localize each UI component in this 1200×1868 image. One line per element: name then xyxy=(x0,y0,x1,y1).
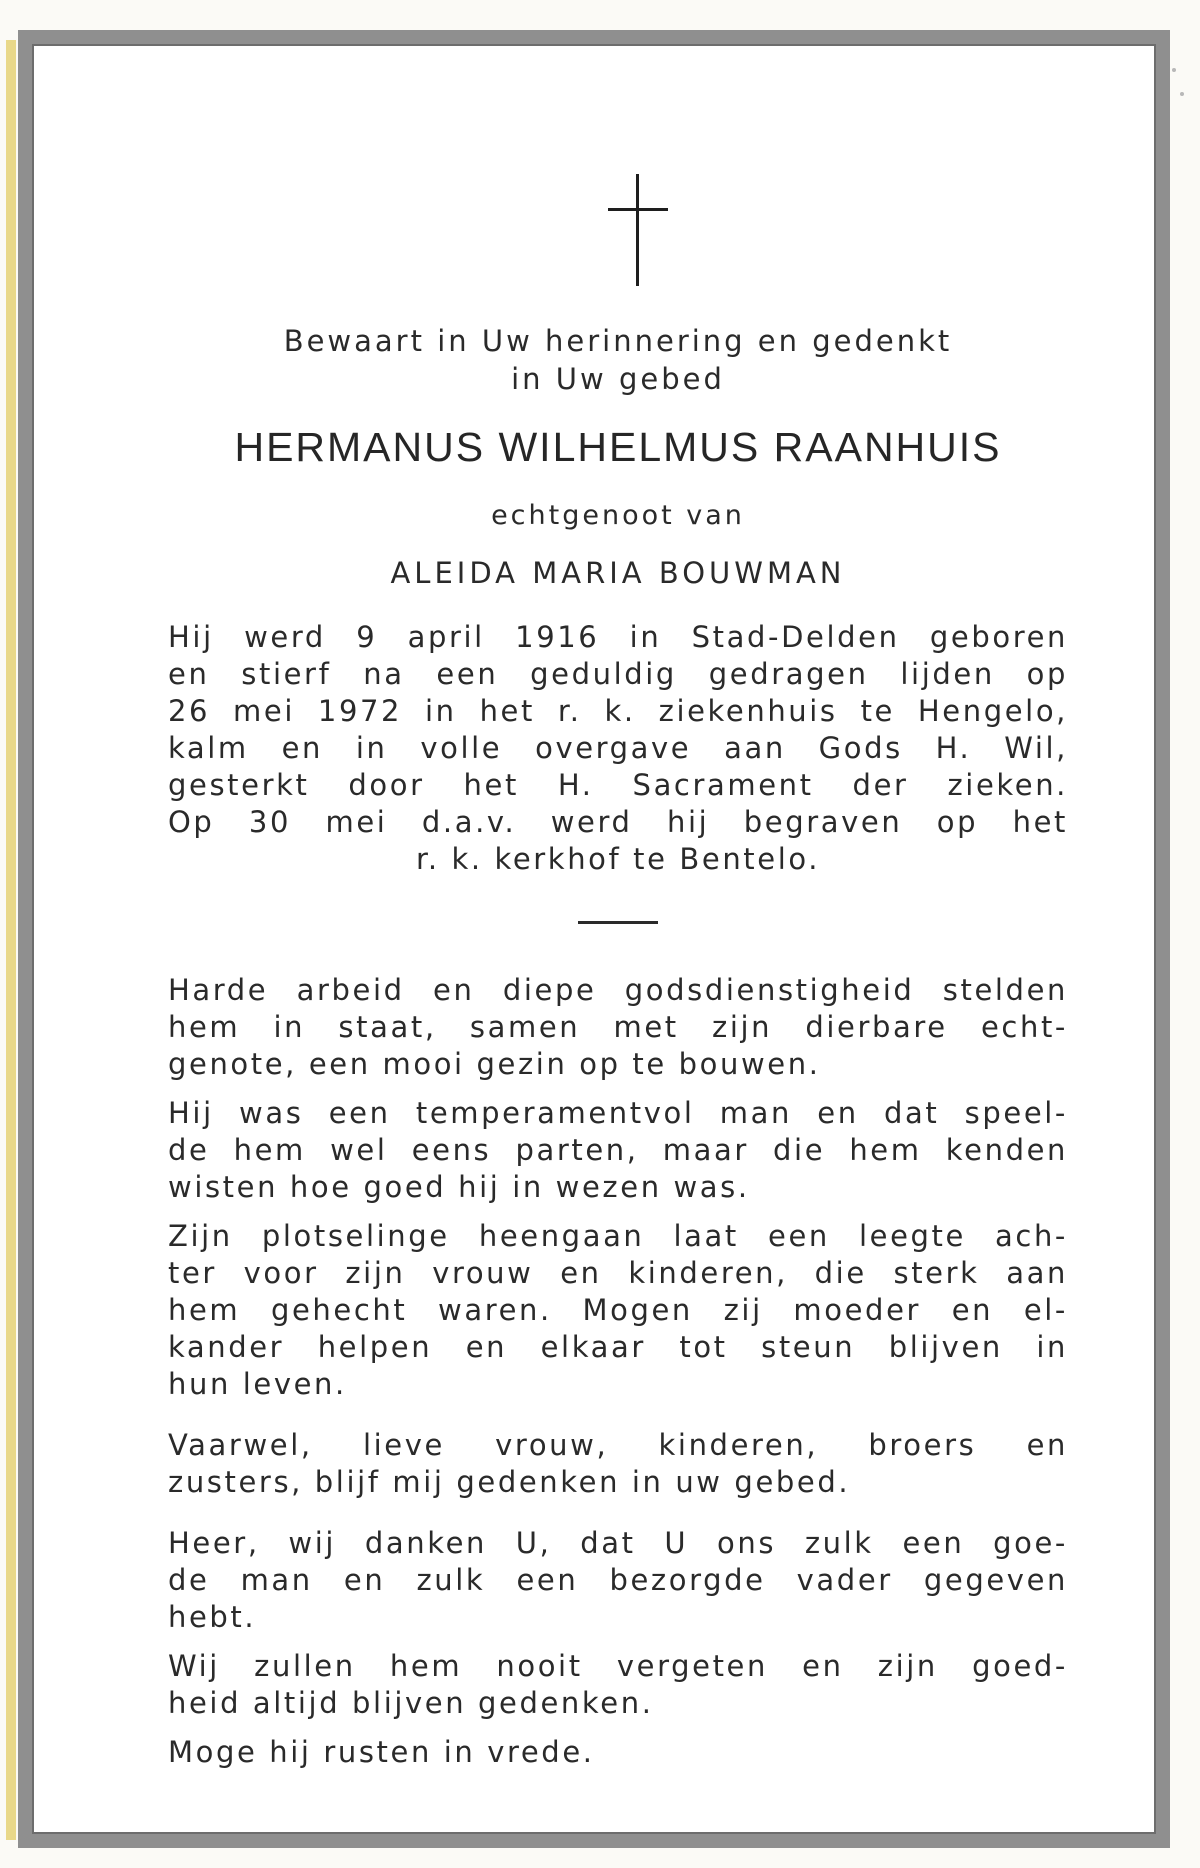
biography-line: gesterkt door het H. Sacrament der zieken. xyxy=(168,768,1068,802)
paragraph-line: heid altijd blijven gedenken. xyxy=(168,1686,654,1720)
paragraph-line: de man en zulk een bezorgde vader gegeven xyxy=(168,1563,1068,1597)
paragraph-line: genote, een mooi gezin op te bouwen. xyxy=(168,1047,821,1081)
dust-speck xyxy=(1180,92,1184,96)
biography-line: Hij werd 9 april 1916 in Stad-Delden geboren xyxy=(168,620,1068,654)
card-content xyxy=(168,44,1068,1834)
memorial-card xyxy=(18,30,1170,1848)
intro-text xyxy=(168,322,1068,398)
cross-icon xyxy=(608,174,668,286)
paragraph xyxy=(168,1095,1068,1206)
paragraph-line: de hem wel eens parten, maar die hem kenden xyxy=(168,1133,1068,1167)
paragraph-line: ter voor zijn vrouw en kinderen, die sterk aan xyxy=(168,1256,1068,1290)
paragraph-line: hun leven. xyxy=(168,1367,347,1401)
paragraph xyxy=(168,972,1068,1083)
paragraph-line: Harde arbeid en diepe godsdienstigheid stelden xyxy=(168,973,1068,1007)
intro-line: Bewaart in Uw herinnering en gedenkt xyxy=(283,324,953,358)
biography-line: kalm en in volle overgave aan Gods H. Wil, xyxy=(168,731,1068,765)
paragraph-line: Zijn plotselinge heengaan laat een leegte ach- xyxy=(168,1219,1068,1253)
paragraph xyxy=(168,1218,1068,1403)
intro-line: in Uw gebed xyxy=(511,362,725,396)
paragraph-line: wisten hoe goed hij in wezen was. xyxy=(168,1170,750,1204)
paragraph-line: hebt. xyxy=(168,1600,257,1634)
paragraph-line: zusters, blijf mij gedenken in uw gebed. xyxy=(168,1465,851,1499)
paragraph-line: Vaarwel, lieve vrouw, kinderen, broers en xyxy=(168,1428,1068,1462)
spouse-intro: echtgenoot van xyxy=(491,500,745,531)
biography-line: 26 mei 1972 in het r. k. ziekenhuis te Hengelo, xyxy=(168,694,1068,728)
paragraph-line: Hij was een temperamentvol man en dat speel- xyxy=(168,1096,1068,1130)
paragraph-line: hem gehecht waren. Mogen zij moeder en el- xyxy=(168,1293,1068,1327)
paragraph xyxy=(168,1734,1068,1771)
paragraph xyxy=(168,1427,1068,1501)
biography-line: Op 30 mei d.a.v. werd hij begraven op het xyxy=(168,805,1068,839)
paragraph-line: kander helpen en elkaar tot steun blijven in xyxy=(168,1330,1068,1364)
paragraph-line: Heer, wij danken U, dat U ons zulk een goe- xyxy=(168,1526,1068,1560)
dust-speck xyxy=(1172,68,1176,72)
biography xyxy=(168,619,1068,878)
paragraph xyxy=(168,1525,1068,1636)
paragraph-line: hem in staat, samen met zijn dierbare echt- xyxy=(168,1010,1068,1044)
biography-line: en stierf na een geduldig gedragen lijden op xyxy=(168,657,1068,691)
paper-edge xyxy=(6,40,16,1840)
paragraph-line: Moge hij rusten in vrede. xyxy=(168,1735,595,1769)
spouse-name: ALEIDA MARIA BOUWMAN xyxy=(390,556,846,590)
remembrance-text xyxy=(168,972,1068,1783)
divider xyxy=(578,921,658,924)
deceased-name: HERMANUS WILHELMUS RAANHUIS xyxy=(234,424,1002,470)
paragraph xyxy=(168,1648,1068,1722)
paragraph-line: Wij zullen hem nooit vergeten en zijn goed- xyxy=(168,1649,1068,1683)
biography-line: r. k. kerkhof te Bentelo. xyxy=(415,842,821,876)
